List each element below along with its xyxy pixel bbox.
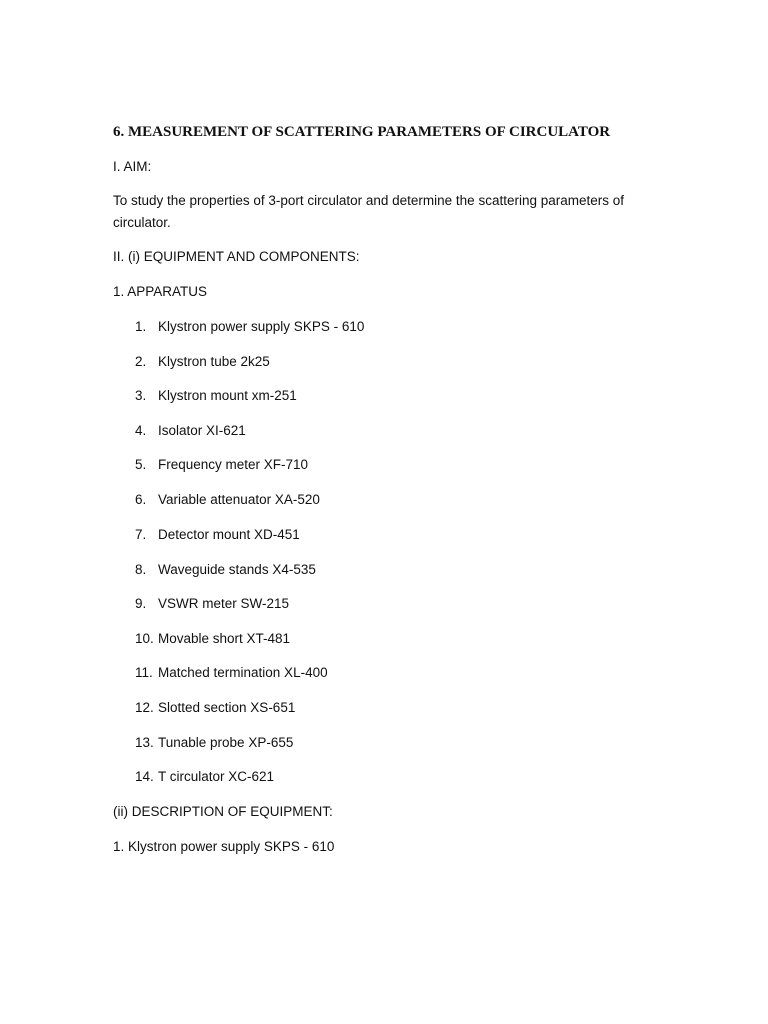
list-item-text: Matched termination XL-400 — [158, 665, 328, 680]
list-item-number: 5. — [135, 457, 147, 472]
list-item-number: 8. — [135, 562, 147, 577]
list-item-number: 6. — [135, 492, 147, 507]
list-item — [135, 732, 293, 754]
list-item-number: 1. — [135, 319, 147, 334]
apparatus-heading: 1. APPARATUS — [113, 284, 208, 299]
page-title: 6. MEASUREMENT OF SCATTERING PARAMETERS OF CIRCULATOR — [113, 124, 611, 140]
list-item-text: Detector mount XD-451 — [158, 527, 300, 542]
list-item-text: Waveguide stands X4-535 — [158, 562, 316, 577]
list-item-text: Slotted section XS-651 — [158, 700, 296, 715]
description-heading: (ii) DESCRIPTION OF EQUIPMENT: — [113, 804, 333, 819]
equipment-heading: II. (i) EQUIPMENT AND COMPONENTS: — [113, 249, 360, 264]
list-item — [135, 420, 246, 442]
list-item-text: Frequency meter XF-710 — [158, 457, 309, 472]
list-item — [135, 766, 274, 788]
list-item-text: Variable attenuator XA-520 — [158, 492, 320, 507]
list-item — [135, 489, 320, 511]
list-item-number: 3. — [135, 388, 147, 403]
list-item — [135, 559, 316, 581]
list-item-number: 4. — [135, 423, 147, 438]
list-item — [135, 385, 297, 407]
list-item — [135, 351, 270, 373]
list-item — [135, 454, 308, 476]
list-item-text: Klystron tube 2k25 — [158, 354, 270, 369]
list-item — [135, 316, 364, 338]
list-item-text: Isolator XI-621 — [158, 423, 246, 438]
list-item — [135, 662, 328, 684]
list-item-number: 14. — [135, 769, 154, 784]
description-item: 1. Klystron power supply SKPS - 610 — [113, 839, 335, 854]
list-item-number: 7. — [135, 527, 147, 542]
list-item-number: 9. — [135, 596, 147, 611]
list-item-text: Klystron power supply SKPS - 610 — [158, 319, 365, 334]
list-item-number: 13. — [135, 735, 154, 750]
list-item — [135, 697, 295, 719]
list-item-text: Klystron mount xm-251 — [158, 388, 297, 403]
list-item-number: 2. — [135, 354, 147, 369]
list-item-number: 11. — [135, 665, 153, 680]
list-item-text: VSWR meter SW-215 — [158, 596, 290, 611]
list-item-number: 10. — [135, 631, 154, 646]
list-item-text: T circulator XC-621 — [158, 769, 275, 784]
aim-heading: I. AIM: — [113, 159, 152, 174]
list-item — [135, 524, 300, 546]
list-item-text: Tunable probe XP-655 — [158, 735, 294, 750]
list-item — [135, 593, 289, 615]
list-item-number: 12. — [135, 700, 154, 715]
aim-text: To study the properties of 3-port circulator and determine the scattering parameters of circulator. — [113, 193, 625, 230]
list-item — [135, 628, 290, 650]
list-item-text: Movable short XT-481 — [158, 631, 291, 646]
